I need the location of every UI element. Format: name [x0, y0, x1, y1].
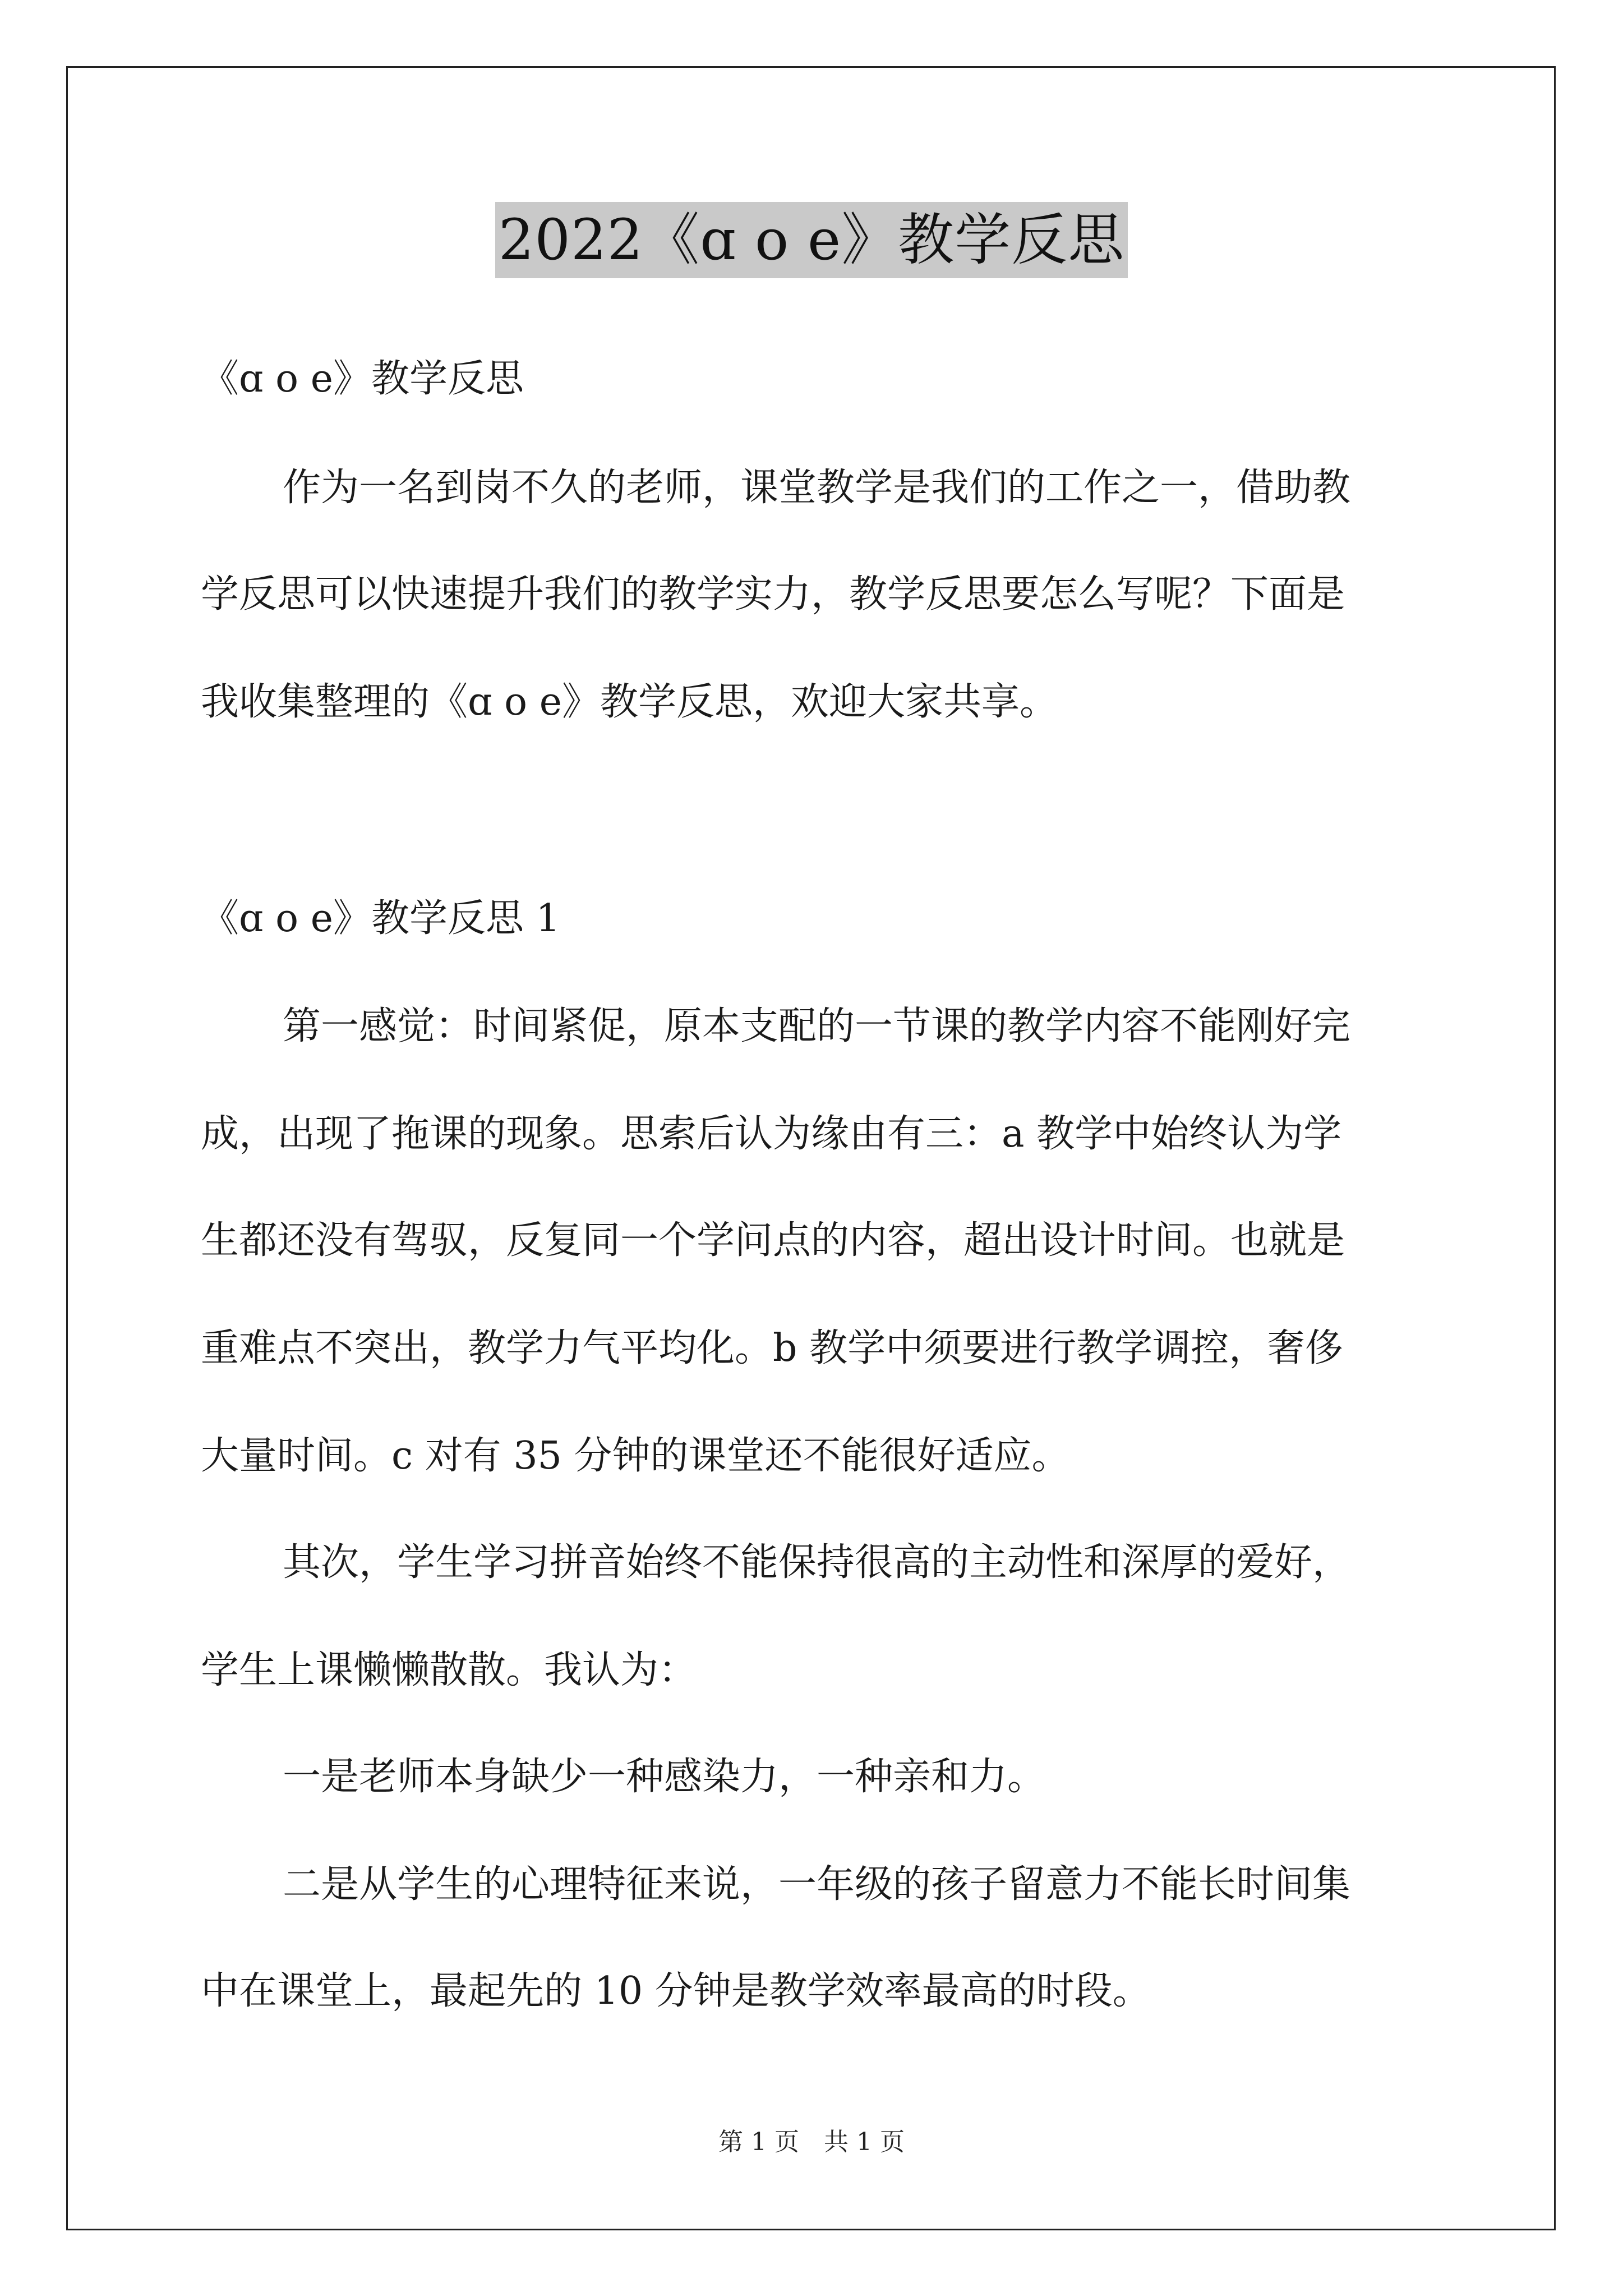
paragraph-line: 学生上课懒懒散散。我认为：: [201, 1648, 697, 1692]
paragraph-line: 大量时间。c 对有 35 分钟的课堂还不能很好适应。: [201, 1434, 1070, 1478]
paragraph-line: 其次，学生学习拼音始终不能保持很高的主动性和深厚的爱好，: [283, 1540, 1351, 1585]
page-footer: 第 1 页 共 1 页: [718, 2128, 905, 2156]
document-title: 2022《ɑ o e》教学反思: [495, 202, 1128, 278]
paragraph-line: 学反思可以快速提升我们的教学实力，教学反思要怎么写呢？下面是: [201, 572, 1345, 616]
section-heading-1: 《ɑ o e》教学反思 1: [201, 896, 560, 941]
paragraph-line: 生都还没有驾驭，反复同一个学问点的内容，超出设计时间。也就是: [201, 1218, 1345, 1263]
paragraph-line: 二是从学生的心理特征来说，一年级的孩子留意力不能长时间集: [283, 1862, 1351, 1907]
paragraph-line: 成，出现了拖课的现象。思索后认为缘由有三：a 教学中始终认为学: [201, 1112, 1342, 1156]
section-heading-intro: 《ɑ o e》教学反思: [201, 357, 524, 401]
paragraph-line: 一是老师本身缺少一种感染力，一种亲和力。: [283, 1755, 1046, 1799]
paragraph-line: 作为一名到岗不久的老师，课堂教学是我们的工作之一，借助教: [283, 466, 1351, 510]
title-container: [0, 202, 1623, 278]
paragraph-line: 中在课堂上，最起先的 10 分钟是教学效率最高的时段。: [201, 1969, 1151, 2013]
paragraph-line: 重难点不突出，教学力气平均化。b 教学中须要进行教学调控，奢侈: [201, 1326, 1344, 1370]
paragraph-line: 第一感觉：时间紧促，原本支配的一节课的教学内容不能刚好完: [283, 1004, 1351, 1048]
paragraph-line: 我收集整理的《ɑ o e》教学反思，欢迎大家共享。: [201, 680, 1058, 724]
